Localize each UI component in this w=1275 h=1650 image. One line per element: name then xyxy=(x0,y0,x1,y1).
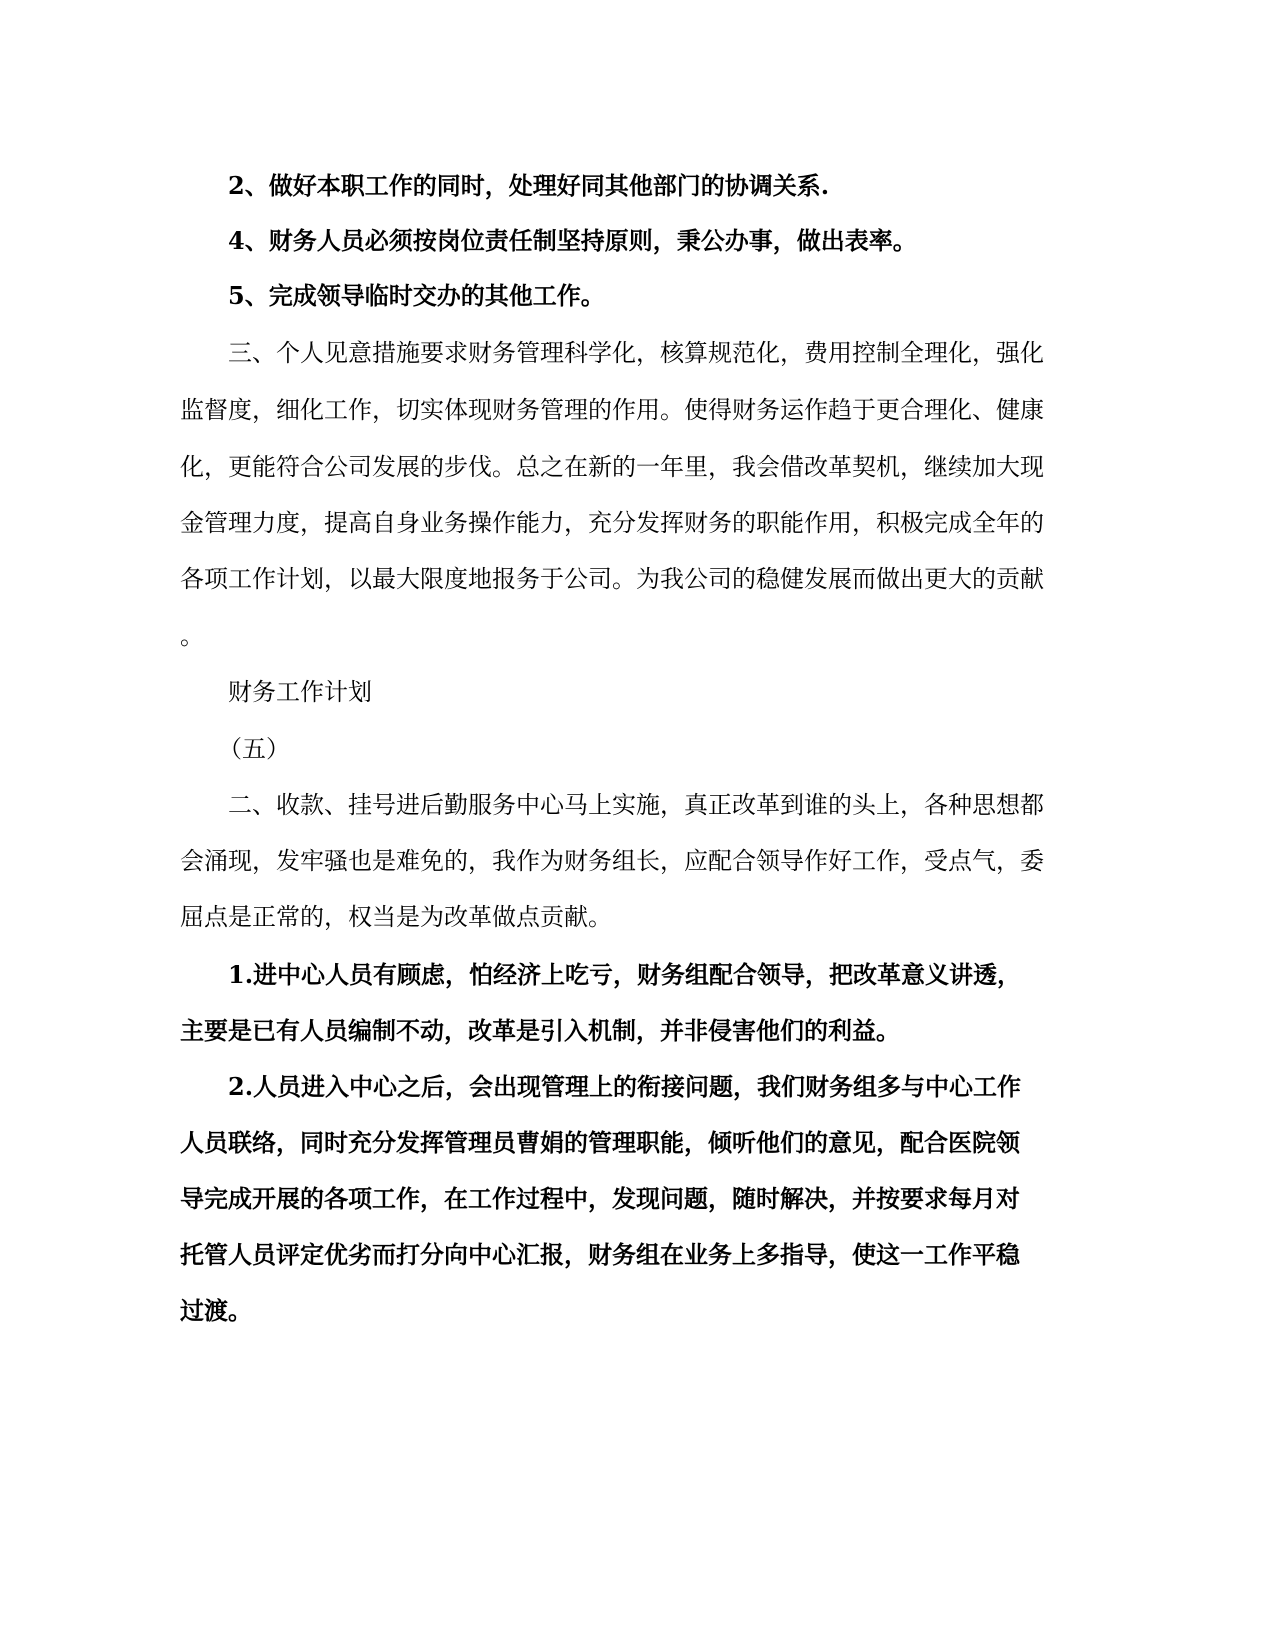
paragraph-three-line: 化，更能符合公司发展的步伐。总之在新的一年里，我会借改革契机，继续加大现 xyxy=(180,453,1044,481)
paragraph-three-line: 三、个人见意措施要求财务管理科学化，核算规范化，费用控制全理化，强化 xyxy=(228,339,1044,367)
item-one-line: 1.进中心人员有顾虑，怕经济上吃亏，财务组配合领导，把改革意义讲透， xyxy=(228,960,1022,989)
item-two-line: 导完成开展的各项工作，在工作过程中，发现问题，随时解决，并按要求每月对 xyxy=(180,1184,1020,1213)
section-heading: 财务工作计划 xyxy=(228,678,372,706)
paragraph-three-line: 各项工作计划，以最大限度地报务于公司。为我公司的稳健发展而做出更大的贡献 xyxy=(180,565,1044,593)
list-item-4: 4、财务人员必须按岗位责任制坚持原则，秉公办事，做出表率。 xyxy=(228,226,917,255)
section-subheading: （五） xyxy=(218,735,290,763)
paragraph-three-line: 金管理力度，提高自身业务操作能力，充分发挥财务的职能作用，积极完成全年的 xyxy=(180,509,1044,537)
list-item-5: 5、完成领导临时交办的其他工作。 xyxy=(228,281,605,310)
paragraph-two-line: 二、收款、挂号进后勤服务中心马上实施，真正改革到谁的头上，各种思想都 xyxy=(228,791,1044,819)
item-two-line: 人员联络，同时充分发挥管理员曹娟的管理职能，倾听他们的意见，配合医院领 xyxy=(180,1128,1020,1157)
item-two-line: 过渡。 xyxy=(180,1296,252,1325)
list-item-2: 2、做好本职工作的同时，处理好同其他部门的协调关系. xyxy=(228,171,830,200)
item-two-line: 托管人员评定优劣而打分向中心汇报，财务组在业务上多指导，使这一工作平稳 xyxy=(180,1240,1020,1269)
item-two-line: 2.人员进入中心之后，会出现管理上的衔接问题，我们财务组多与中心工作 xyxy=(228,1072,1022,1101)
paragraph-three-line: 。 xyxy=(180,622,204,650)
paragraph-three-line: 监督度，细化工作，切实体现财务管理的作用。使得财务运作趋于更合理化、健康 xyxy=(180,396,1044,424)
paragraph-two-line: 会涌现，发牢骚也是难免的，我作为财务组长，应配合领导作好工作，受点气，委 xyxy=(180,847,1044,875)
item-one-line: 主要是已有人员编制不动，改革是引入机制，并非侵害他们的利益。 xyxy=(180,1016,900,1045)
paragraph-two-line: 屈点是正常的，权当是为改革做点贡献。 xyxy=(180,903,612,931)
